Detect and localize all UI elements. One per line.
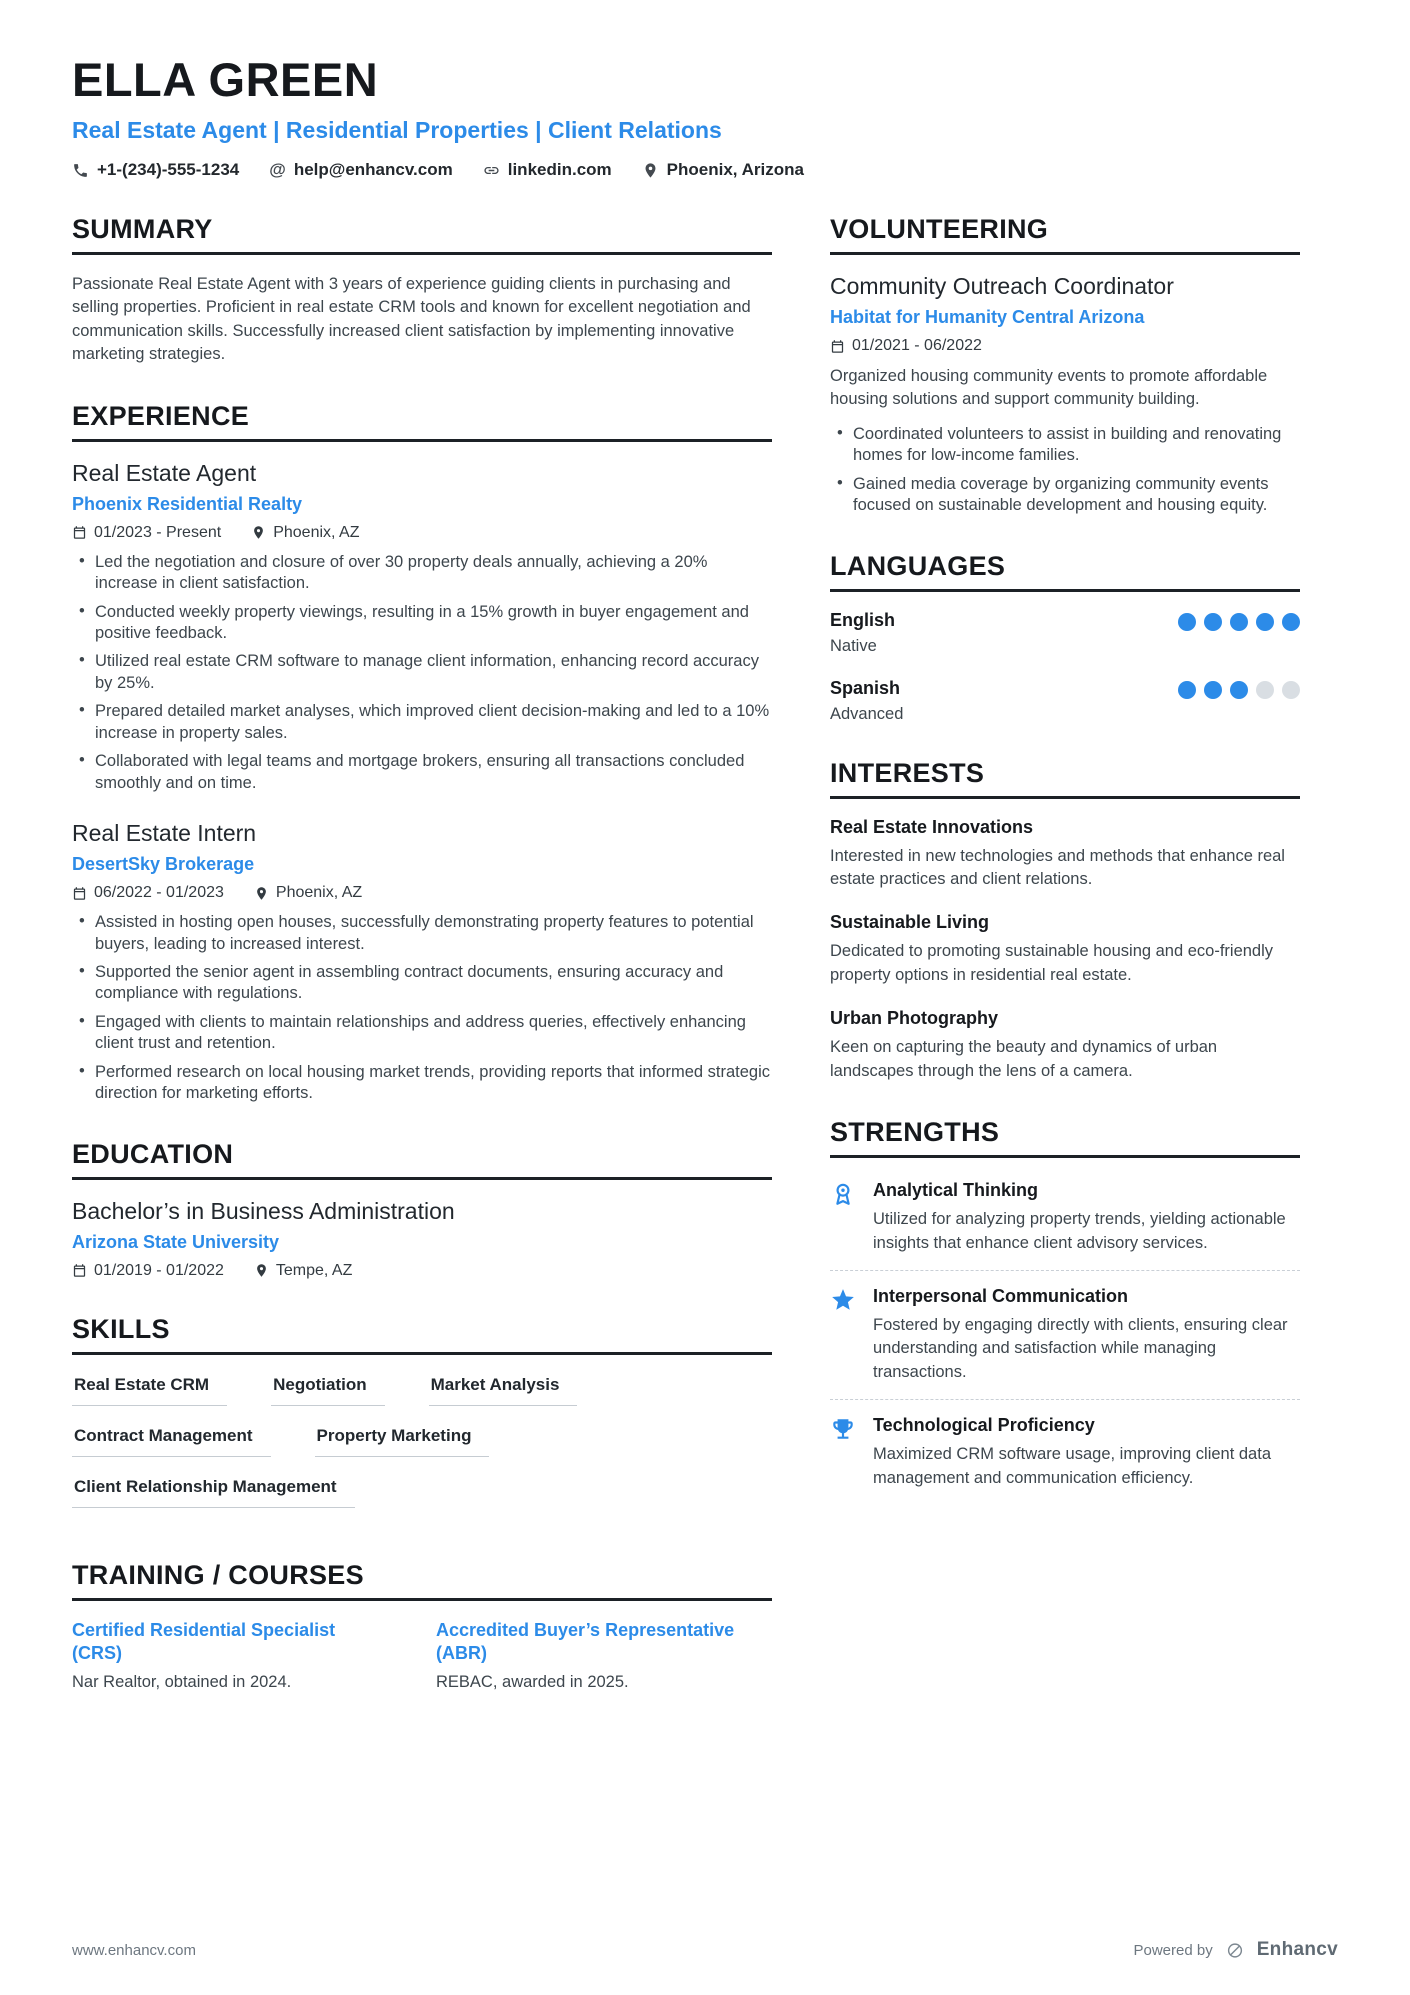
contact-phone: [72, 160, 239, 180]
job-bullet: • Assisted in hosting open houses, successfully demonstrating property features to potential buyers, leading to increased interest.: [72, 912, 772, 955]
language-proficiency-dots: [1178, 678, 1300, 724]
candidate-name: ELLA GREEN: [72, 53, 379, 106]
strength-title: Analytical Thinking: [873, 1180, 1039, 1201]
language-level: Native: [830, 636, 877, 655]
skills-heading: SKILLS: [72, 1314, 772, 1355]
job-dates-text: 01/2023 - Present: [94, 523, 222, 541]
language-item: [830, 610, 1300, 656]
strength-item: [830, 1270, 1300, 1399]
education-location-text: Tempe, AZ: [275, 1261, 353, 1279]
job-bullet: • Conducted weekly property viewings, resulting in a 15% growth in buyer engagement and positive feedback.: [72, 602, 772, 645]
skill-tag: Real Estate CRM: [72, 1373, 227, 1406]
volunteer-bullet: • Gained media coverage by organizing community events focused on sustainable development and housing equity.: [830, 474, 1300, 517]
candidate-headline: Real Estate Agent | Residential Properties | Client Relations: [72, 117, 722, 143]
summary-section: [72, 214, 772, 367]
course-detail: REBAC, awarded in 2025.: [436, 1673, 629, 1692]
strengths-section: [830, 1117, 1300, 1505]
calendar-icon: [830, 339, 845, 354]
job-dates: [72, 884, 224, 902]
contact-linkedin-text[interactable]: linkedin.com: [507, 160, 612, 179]
language-name: Spanish: [830, 677, 901, 698]
strength-text: Utilized for analyzing property trends, yielding actionable insights that enhance client advisory services.: [873, 1210, 1286, 1252]
job-meta: [72, 884, 772, 902]
strength-item: [830, 1176, 1300, 1270]
contact-phone-text: +1-(234)-555-1234: [97, 160, 240, 179]
interest-text: Interested in new technologies and methods that enhance real estate practices and client relations.: [830, 846, 1285, 889]
skill-tag: Client Relationship Management: [72, 1475, 355, 1508]
volunteer-role: Community Outreach Coordinator: [830, 273, 1174, 299]
job-bullet: • Led the negotiation and closure of over 30 property deals annually, achieving a 20% increase in client satisfaction.: [72, 552, 772, 595]
education-entry: [72, 1198, 772, 1280]
education-dates: [72, 1262, 224, 1280]
skill-tag: Property Marketing: [315, 1424, 490, 1457]
strengths-heading: STRENGTHS: [830, 1117, 1300, 1158]
enhancv-logo: [1223, 1942, 1247, 1959]
calendar-icon: [72, 886, 87, 901]
volunteer-meta: [830, 337, 1300, 355]
dot-filled: [1256, 613, 1274, 631]
dot-filled: [1204, 681, 1222, 699]
contact-location-text: Phoenix, Arizona: [666, 160, 804, 179]
calendar-icon: [72, 1263, 87, 1278]
footer-website[interactable]: www.enhancv.com: [72, 1941, 196, 1959]
volunteering-section: [830, 214, 1300, 517]
dot-filled: [1204, 613, 1222, 631]
experience-entry: [72, 820, 772, 1105]
dot-filled: [1282, 613, 1300, 631]
job-location: [254, 884, 362, 902]
volunteering-heading: VOLUNTEERING: [830, 214, 1300, 255]
training-heading: TRAINING / COURSES: [72, 1560, 772, 1601]
language-name: English: [830, 609, 896, 630]
education-section: [72, 1139, 772, 1280]
phone-icon: [72, 162, 89, 179]
volunteer-bullet: • Coordinated volunteers to assist in building and renovating homes for low-income families.: [830, 424, 1300, 467]
medal-icon: [830, 1181, 856, 1207]
volunteer-description: Organized housing community events to promote affordable housing solutions and support community building.: [830, 367, 1268, 409]
strength-title: Interpersonal Communication: [873, 1285, 1129, 1306]
job-title: Real Estate Intern: [72, 820, 257, 847]
job-location: [251, 524, 359, 542]
interest-item: [830, 912, 1300, 987]
skill-tag: Contract Management: [72, 1424, 271, 1457]
language-proficiency-dots: [1178, 610, 1300, 656]
link-icon: [483, 162, 500, 179]
course-list: [72, 1619, 772, 1693]
footer-branding: [1133, 1939, 1338, 1961]
location-icon: [251, 525, 266, 540]
left-column: [72, 214, 772, 1726]
language-level: Advanced: [830, 704, 904, 723]
volunteering-entry: [830, 273, 1300, 517]
strength-text: Maximized CRM software usage, improving client data management and communication efficiency.: [873, 1445, 1271, 1487]
skill-tag: Negotiation: [271, 1373, 385, 1406]
interest-title: Sustainable Living: [830, 912, 990, 933]
star-icon: [830, 1287, 856, 1313]
course-item: [436, 1619, 754, 1693]
degree-title: Bachelor’s in Business Administration: [72, 1197, 455, 1224]
job-dates: [72, 524, 221, 542]
interest-item: [830, 1008, 1300, 1083]
dot-filled: [1230, 681, 1248, 699]
job-location-text: Phoenix, AZ: [273, 523, 360, 541]
dot-filled: [1178, 681, 1196, 699]
education-location: [254, 1262, 352, 1280]
job-location-text: Phoenix, AZ: [275, 884, 363, 902]
strength-text: Fostered by engaging directly with clients, ensuring clear understanding and satisfaction while managing transactions.: [873, 1315, 1288, 1381]
interests-heading: INTERESTS: [830, 758, 1300, 799]
location-icon: [254, 886, 269, 901]
experience-heading: EXPERIENCE: [72, 401, 772, 442]
contact-email-text[interactable]: help@enhancv.com: [293, 160, 453, 179]
volunteer-dates: [830, 337, 982, 355]
volunteer-organization: Habitat for Humanity Central Arizona: [830, 307, 1145, 327]
course-item: [72, 1619, 390, 1693]
course-title: Accredited Buyer’s Representative (ABR): [436, 1619, 735, 1663]
contact-linkedin[interactable]: [483, 160, 612, 180]
strength-content: [873, 1180, 1300, 1255]
location-icon: [642, 162, 659, 179]
job-company: Phoenix Residential Realty: [72, 493, 303, 514]
job-bullets: [72, 912, 772, 1105]
dot-filled: [1178, 613, 1196, 631]
skill-list: [72, 1373, 772, 1526]
brand-name[interactable]: Enhancv: [1256, 1939, 1338, 1960]
contact-email[interactable]: [269, 160, 453, 180]
contact-row: [72, 160, 1338, 180]
summary-heading: SUMMARY: [72, 214, 772, 255]
email-icon: @: [269, 160, 286, 179]
job-title: Real Estate Agent: [72, 459, 257, 486]
job-bullets: [72, 552, 772, 794]
interest-text: Dedicated to promoting sustainable housing and eco-friendly property options in residential real estate.: [830, 942, 1274, 984]
education-meta: [72, 1262, 772, 1280]
language-info: [830, 678, 903, 724]
job-bullet: • Engaged with clients to maintain relationships and address queries, effectively enhancing client trust and retention.: [72, 1012, 772, 1055]
education-dates-text: 01/2019 - 01/2022: [94, 1261, 224, 1279]
resume-header: [72, 52, 1338, 180]
job-bullet: • Prepared detailed market analyses, which improved client decision-making and led to a 10% increase in property sales.: [72, 701, 772, 744]
language-item: [830, 678, 1300, 724]
dot-empty: [1256, 681, 1274, 699]
interests-section: [830, 758, 1300, 1084]
strength-content: [873, 1286, 1300, 1384]
volunteer-dates-text: 01/2021 - 06/2022: [852, 337, 982, 354]
job-bullet: • Utilized real estate CRM software to manage client information, enhancing record accuracy by 25%.: [72, 651, 772, 694]
job-bullet: • Collaborated with legal teams and mortgage brokers, ensuring all transactions concluded smoothly and on time.: [72, 751, 772, 794]
contact-location: [642, 160, 804, 180]
calendar-icon: [72, 525, 87, 540]
location-icon: [254, 1263, 269, 1278]
strength-title: Technological Proficiency: [873, 1415, 1095, 1436]
right-column: [830, 214, 1300, 1726]
interest-title: Urban Photography: [830, 1008, 999, 1029]
powered-by-label: Powered by: [1133, 1941, 1213, 1959]
interest-text: Keen on capturing the beauty and dynamics of urban landscapes through the lens of a camera.: [830, 1038, 1218, 1080]
strength-item: [830, 1399, 1300, 1505]
skill-tag: Market Analysis: [429, 1373, 578, 1406]
summary-text: Passionate Real Estate Agent with 3 years of experience guiding clients in purchasing and selling properties. Proficient in real estate CRM tools and known for excellent negotiation and communication skills. Successfully increased client satisfaction by implementing innovative marketing strategies.: [72, 275, 751, 364]
page-footer: [72, 1939, 1338, 1961]
experience-section: [72, 401, 772, 1105]
interest-item: [830, 817, 1300, 892]
dot-empty: [1282, 681, 1300, 699]
volunteer-bullets: [830, 424, 1300, 517]
skills-section: [72, 1314, 772, 1526]
languages-section: [830, 551, 1300, 724]
job-company: DesertSky Brokerage: [72, 854, 255, 875]
course-title: Certified Residential Specialist (CRS): [72, 1619, 336, 1663]
job-bullet: • Performed research on local housing market trends, providing reports that informed strategic direction for marketing efforts.: [72, 1062, 772, 1105]
job-meta: [72, 524, 772, 542]
training-section: [72, 1560, 772, 1693]
education-heading: EDUCATION: [72, 1139, 772, 1180]
strength-content: [873, 1415, 1300, 1490]
school-name: Arizona State University: [72, 1231, 280, 1252]
job-dates-text: 06/2022 - 01/2023: [94, 884, 224, 902]
interest-title: Real Estate Innovations: [830, 816, 1034, 837]
languages-heading: LANGUAGES: [830, 551, 1300, 592]
dot-filled: [1230, 613, 1248, 631]
job-bullet: • Supported the senior agent in assembling contract documents, ensuring accuracy and compliance with regulations.: [72, 962, 772, 1005]
language-info: [830, 610, 895, 656]
course-detail: Nar Realtor, obtained in 2024.: [72, 1673, 292, 1692]
trophy-icon: [830, 1416, 856, 1442]
experience-entry: [72, 460, 772, 794]
